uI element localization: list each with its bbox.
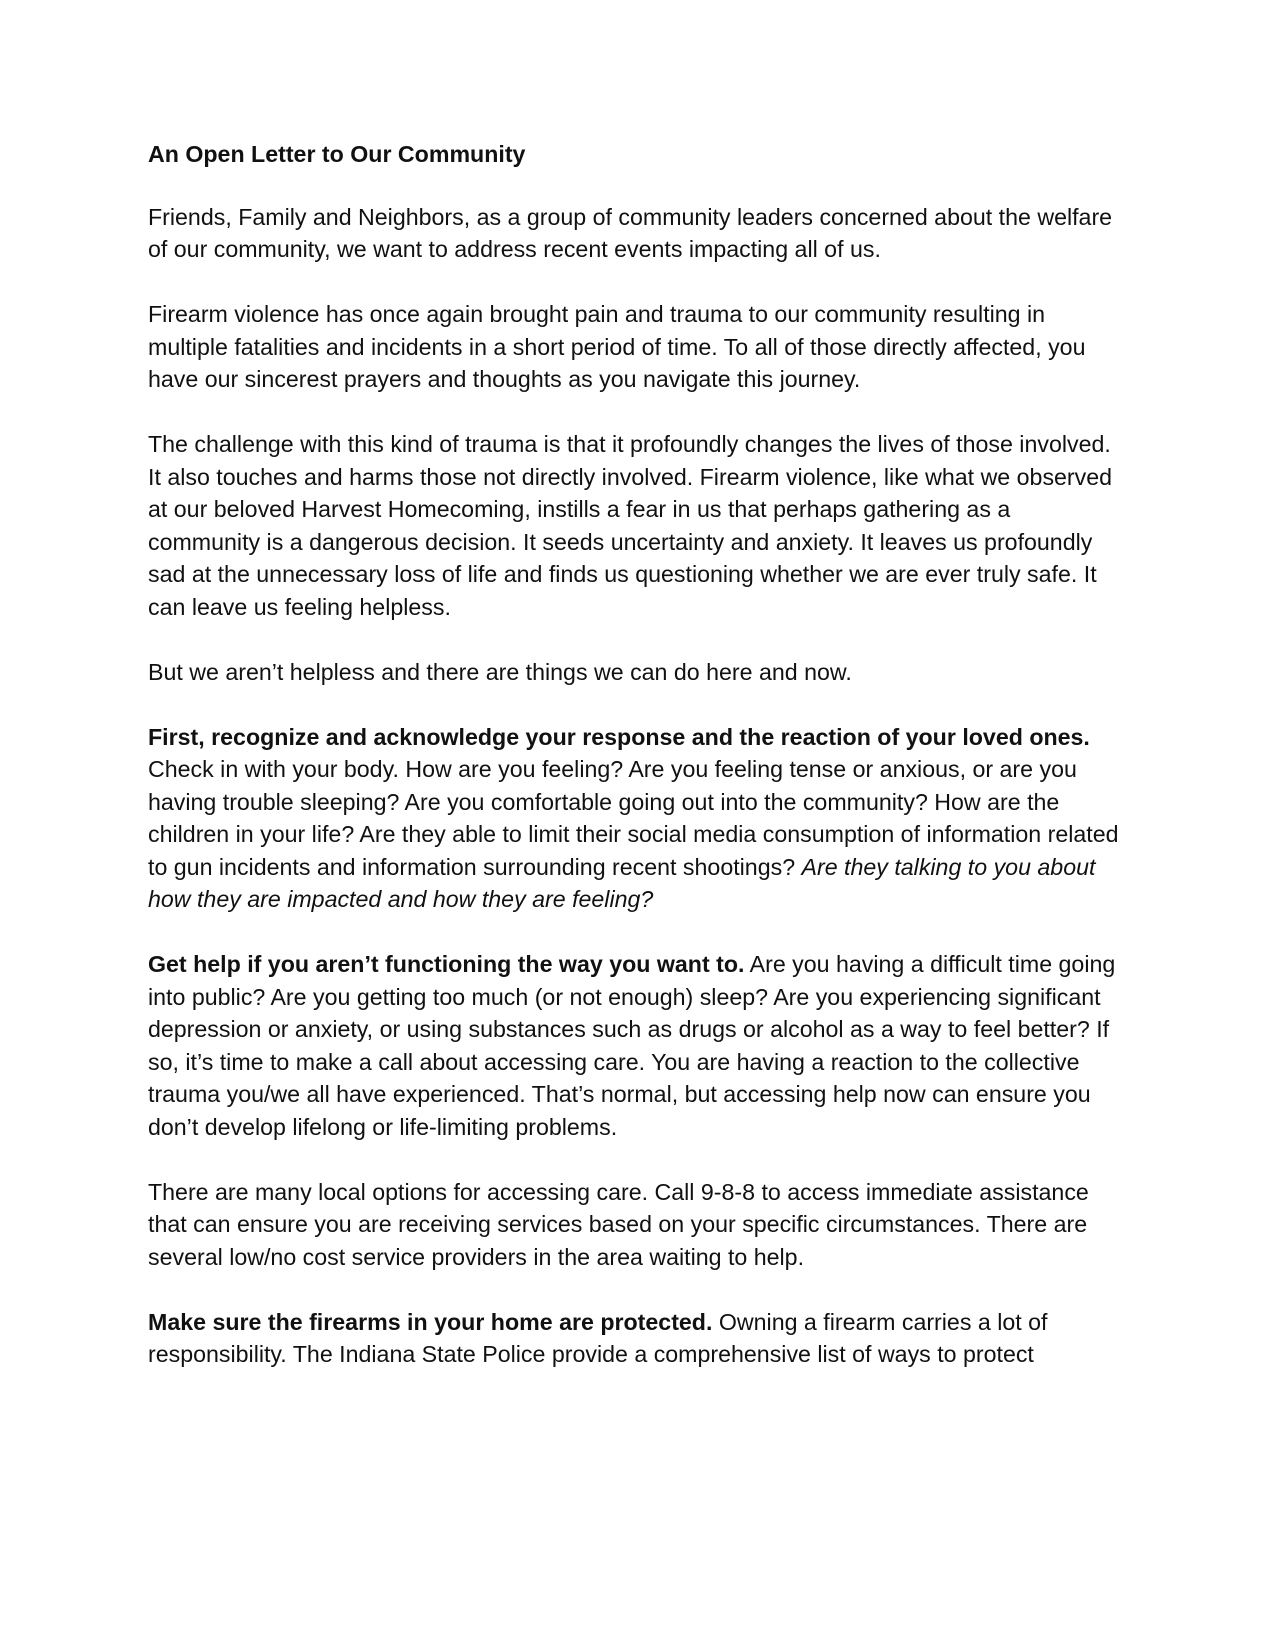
get-help-text: Are you having a difficult time going into public? Are you getting too much (or not enough) sleep? Are you experiencing significant depression or anxiety, or using substances such as drugs or alcohol as a way to feel better? If so, it’s time to make a call about accessing care. You are having a reaction to the collective trauma you/we all have experienced. That’s normal, but accessing help now can ensure you don’t develop lifelong or life-limiting problems. — [148, 951, 1116, 1140]
paragraph-firearms-protected — [148, 1306, 1128, 1371]
firearms-text: Owning a firearm carries a lot of responsibility. The Indiana State Police provide a comprehensive list of ways to protect — [148, 1308, 1048, 1367]
recognize-heading: First, recognize and acknowledge your response and the reaction of your loved ones. — [148, 723, 1090, 750]
get-help-heading: Get help if you aren’t functioning the way you want to. — [148, 951, 745, 977]
recognize-italic-text: Are they talking to you about how they are impacted and how they are feeling? — [148, 853, 1096, 912]
paragraph-recognize — [148, 721, 1128, 916]
paragraph-get-help — [148, 948, 1128, 1143]
letter-title: An Open Letter to Our Community — [148, 141, 526, 167]
paragraph-firearm-violence: Firearm violence has once again brought pain and trauma to our community resulting in multiple fatalities and incidents in a short period of time. To all of those directly affected, you have our sincerest prayers and thoughts as you navigate this journey. — [148, 301, 1086, 392]
recognize-text: Check in with your body. How are you feeling? Are you feeling tense or anxious, or are you having trouble sleeping? Are you comfortable going out into the community? How are the children in your life? Are they able to limit their social media consumption of information related to gun incidents and information surrounding recent shootings? — [148, 756, 1119, 880]
paragraph-not-helpless: But we aren’t helpless and there are things we can do here and now. — [148, 658, 852, 685]
firearms-heading: Make sure the firearms in your home are protected. — [148, 1308, 713, 1335]
paragraph-greeting: Friends, Family and Neighbors, as a group of community leaders concerned about the welfare of our community, we want to address recent events impacting all of us. — [148, 203, 1113, 262]
paragraph-local-options: There are many local options for accessing care. Call 9-8-8 to access immediate assistance that can ensure you are receiving services based on your specific circumstances. There are several low/no cost service providers in the area waiting to help. — [148, 1178, 1089, 1270]
letter-body — [148, 138, 1128, 1403]
paragraph-trauma-challenge: The challenge with this kind of trauma is that it profoundly changes the lives of those involved. It also touches and harms those not directly involved. Firearm violence, like what we observed at our beloved Harvest Homecoming, instills a fear in us that perhaps gathering as a community is a dangerous decision. It seeds uncertainty and anxiety. It leaves us profoundly sad at the unnecessary loss of life and finds us questioning whether we are ever truly safe. It can leave us feeling helpless. — [148, 431, 1113, 620]
